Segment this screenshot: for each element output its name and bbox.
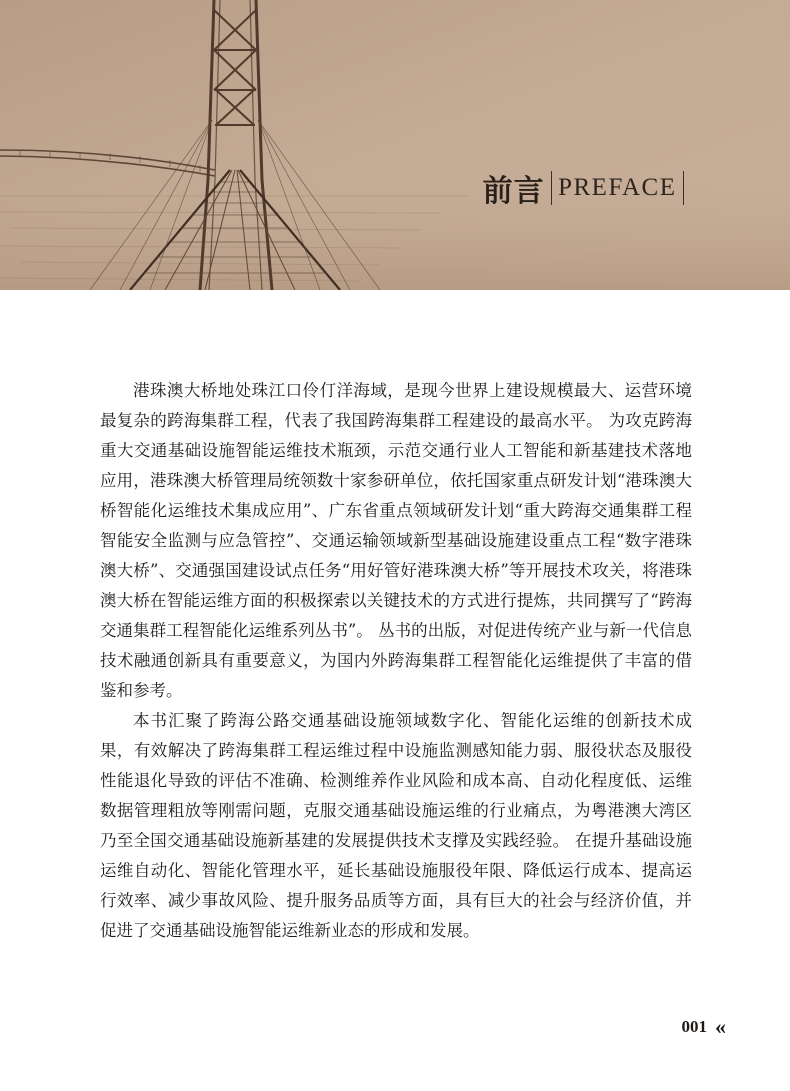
paragraph: 本书汇聚了跨海公路交通基础设施领域数字化、智能化运维的创新技术成果，有效解决了跨海集群工程运维过程中设施监测感知能力弱、服役状态及服役性能退化导致的评估不准确、检测维养作业风险和成本高、自动化程度低、运维数据管理粗放等刚需问题，克服交通基础设施运维的行业痛点，为粤港澳大湾区乃至全国交通基础设施新基建的发展提供技术支撑及实践经验。 在提升基础设施运维自动化、智能化管理水平，延长基础设施服役年限、降低运行成本、提高运行效率、减少事故风险、提升服务品质等方面，具有巨大的社会与经济价值，并促进了交通基础设施智能运维新业态的形成和发展。 (100, 711, 692, 940)
heading-divider-end (683, 171, 685, 205)
page-footer (682, 1016, 727, 1038)
preface-body (100, 376, 692, 946)
bridge-illustration (0, 0, 790, 290)
heading-chinese: 前言 (482, 174, 545, 209)
header-banner (0, 0, 790, 290)
heading-english: PREFACE (558, 174, 677, 201)
page-number: 001 (681, 1017, 707, 1036)
heading-divider (551, 171, 553, 205)
paragraph: 港珠澳大桥地处珠江口伶仃洋海域，是现今世界上建设规模最大、运营环境最复杂的跨海集群工程，代表了我国跨海集群工程建设的最高水平。 为攻克跨海重大交通基础设施智能运维技术瓶颈，示范交通行业人工智能和新基建技术落地应用，港珠澳大桥管理局统领数十家参研单位，依托国家重点研发计划“港珠澳大桥智能化运维技术集成应用”、广东省重点领域研发计划“重大跨海交通集群工程智能安全监测与应急管控”、交通运输领域新型基础设施建设重点工程“数字港珠澳大桥”、交通强国建设试点任务“用好管好港珠澳大桥”等开展技术攻关，将港珠澳大桥在智能运维方面的积极探索以关键技术的方式进行提炼，共同撰写了“跨海交通集群工程智能化运维系列丛书”。 丛书的出版，对促进传统产业与新一代信息技术融通创新具有重要意义，为国内外跨海集群工程智能化运维提供了丰富的借鉴和参考。 (100, 381, 692, 700)
page-heading (483, 166, 690, 210)
double-chevron-left-icon: « (715, 1014, 726, 1039)
